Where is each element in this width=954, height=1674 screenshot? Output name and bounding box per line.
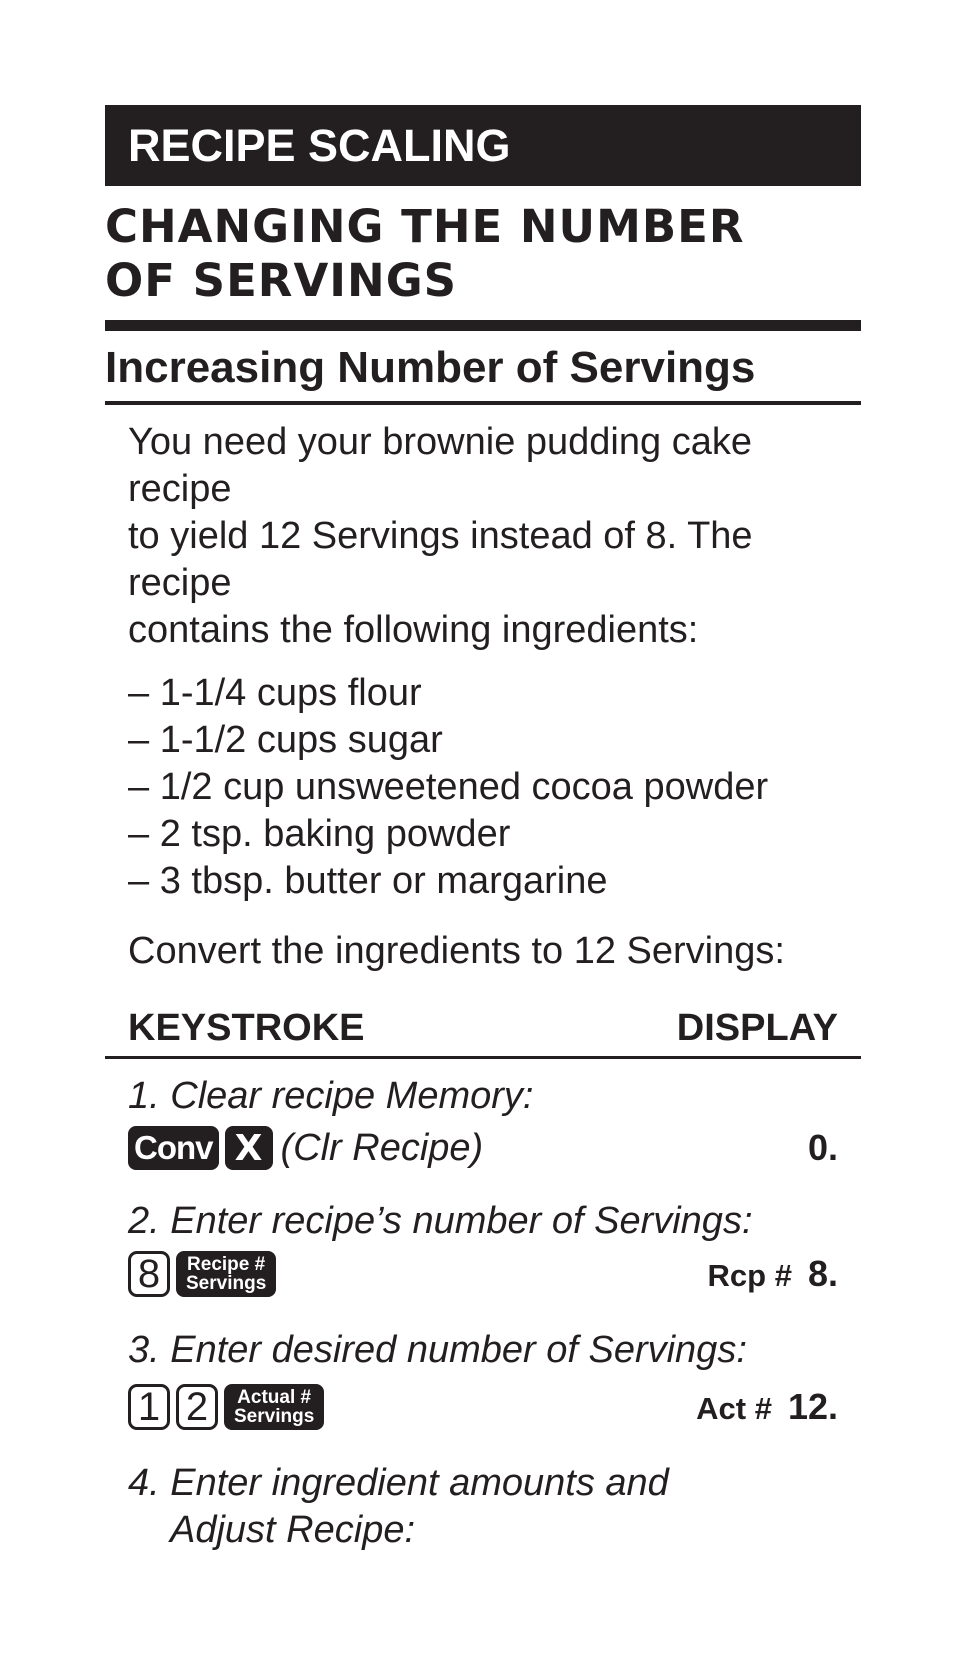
- ingredient-item: – 1-1/2 cups sugar: [128, 719, 443, 761]
- display-column-header: DISPLAY: [676, 1007, 838, 1049]
- display-value: [808, 1127, 838, 1169]
- key-note: (Clr Recipe): [280, 1126, 484, 1169]
- display-prefix: Act #: [696, 1391, 772, 1426]
- main-heading-line-2: OF SERVINGS: [105, 254, 458, 307]
- step-label: 2. Enter recipe’s number of Servings:: [128, 1200, 753, 1242]
- key-label-line-2: Servings: [186, 1273, 267, 1294]
- intro-paragraph: [128, 419, 861, 654]
- step-label-continued: Adjust Recipe:: [170, 1509, 416, 1551]
- display-number: 8.: [807, 1253, 838, 1294]
- conv-key: Conv: [128, 1126, 219, 1170]
- keystroke-sequence: [128, 1126, 483, 1170]
- intro-line: to yield 12 Servings instead of 8. The recipe: [128, 515, 753, 604]
- step-enter-desired-servings: [105, 1327, 861, 1430]
- main-heading-line-1: CHANGING THE NUMBER: [105, 200, 745, 253]
- digit-1-key: 1: [128, 1384, 170, 1430]
- step-key-row: [128, 1126, 838, 1170]
- ingredient-list: [128, 670, 861, 905]
- ingredient-item: – 2 tsp. baking powder: [128, 813, 511, 855]
- section-title-bar: [105, 105, 861, 186]
- step-label: 3. Enter desired number of Servings:: [128, 1329, 747, 1371]
- display-number: 12.: [787, 1386, 838, 1427]
- step-enter-ingredients: [105, 1460, 861, 1554]
- step-label: 4. Enter ingredient amounts and: [128, 1462, 669, 1504]
- intro-line: contains the following ingredients:: [128, 609, 699, 651]
- keystroke-table-header: [105, 1005, 861, 1052]
- keystroke-sequence: [128, 1251, 282, 1297]
- heading-divider: [105, 320, 861, 331]
- display-number: 0.: [807, 1127, 838, 1168]
- display-prefix: Rcp #: [707, 1258, 792, 1293]
- key-label-line-1: Recipe #: [187, 1254, 266, 1275]
- step-key-row: [128, 1251, 838, 1297]
- ingredient-item: – 1-1/4 cups flour: [128, 672, 422, 714]
- digit-8-key: 8: [128, 1251, 170, 1297]
- display-value: [708, 1253, 838, 1295]
- manual-page: [105, 105, 861, 1554]
- display-value: [696, 1386, 838, 1428]
- key-label-line-2: Servings: [234, 1406, 315, 1427]
- recipe-servings-key: [176, 1251, 276, 1297]
- ingredient-item: – 1/2 cup unsweetened cocoa powder: [128, 766, 769, 808]
- step-key-row: [128, 1384, 838, 1430]
- table-header-divider: [105, 1056, 861, 1059]
- main-heading: [105, 200, 861, 308]
- step-clear-memory: [105, 1073, 861, 1170]
- sub-heading: Increasing Number of Servings: [105, 343, 756, 392]
- x-key: X: [225, 1126, 273, 1170]
- convert-instruction: Convert the ingredients to 12 Servings:: [128, 930, 785, 972]
- step-label: 1. Clear recipe Memory:: [128, 1075, 534, 1117]
- sub-heading-divider: [105, 401, 861, 405]
- key-label-line-1: Actual #: [237, 1387, 312, 1408]
- keystroke-column-header: KEYSTROKE: [128, 1007, 365, 1049]
- digit-2-key: 2: [176, 1384, 218, 1430]
- keystroke-sequence: [128, 1384, 330, 1430]
- ingredient-item: – 3 tbsp. butter or margarine: [128, 860, 608, 902]
- actual-servings-key: [224, 1384, 324, 1430]
- step-enter-recipe-servings: [105, 1198, 861, 1297]
- section-title: RECIPE SCALING: [128, 119, 511, 171]
- intro-line: You need your brownie pudding cake recipe: [128, 421, 752, 510]
